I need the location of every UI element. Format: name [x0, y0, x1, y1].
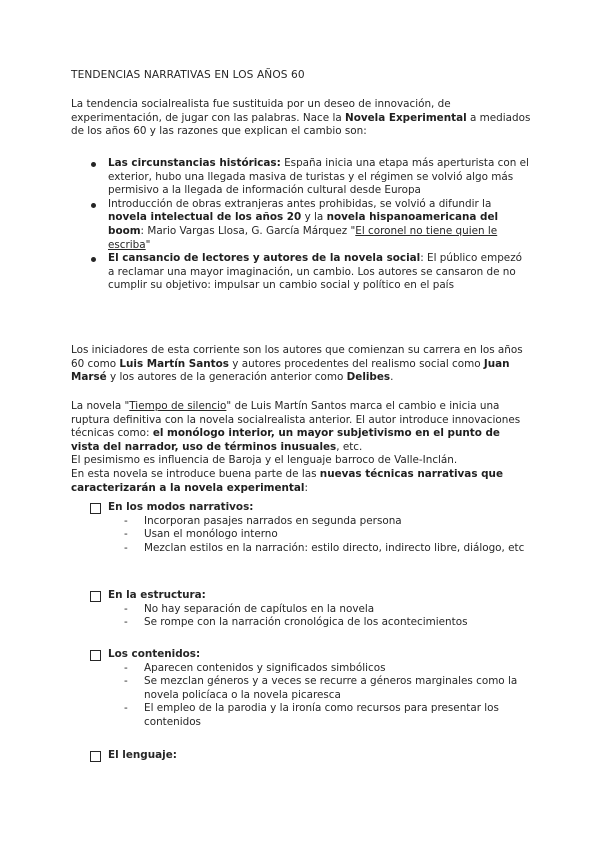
list-item: - El empleo de la parodia y la ironía como recursos para presentar los contenidos: [124, 702, 530, 729]
bold-term: Novela Experimental: [345, 111, 467, 124]
list-item: - Incorporan pasajes narrados en segunda persona: [124, 515, 530, 529]
initiators-paragraph: Los iniciadores de esta corriente son los autores que comienzan su carrera en los años 60 como Luis Martín Santos y autores procedentes del realismo social como Juan Marsé y los autores de la generación anterior como Delibes.: [71, 344, 523, 384]
section-heading: En la estructura:: [108, 589, 206, 601]
intro-paragraph: La tendencia socialrealista fue sustituida por un deseo de innovación, de experimentación, de jugar con las palabras. Nace la Novela Experimental a mediados de los años 60 y las razones que explican el cambio son:: [71, 98, 531, 138]
section-heading: El lenguaje:: [108, 749, 177, 761]
checkbox-icon[interactable]: [90, 650, 101, 661]
list-item: Introducción de obras extranjeras antes prohibidas, se volvió a difundir la novela intelectual de los años 20 y la novela hispanoamericana del boom: Mario Vargas Llosa, G. García Márquez "El coronel no tiene quien le escriba": [89, 198, 529, 252]
list-item: - Mezclan estilos en la narración: estilo directo, indirecto libre, diálogo, etc: [124, 542, 530, 556]
list-item: - Usan el monólogo interno: [124, 528, 530, 542]
section-estructura: [90, 589, 530, 630]
list-item: El cansancio de lectores y autores de la novela social: El público empezó a reclamar una mayor imaginación, un cambio. Los autores se cansaron de no cumplir su objetivo: impulsar un cambio social y político en el país: [89, 252, 529, 293]
page-title: TENDENCIAS NARRATIVAS EN LOS AÑOS 60: [71, 69, 305, 81]
list-item: - Aparecen contenidos y significados simbólicos: [124, 662, 530, 676]
section-heading: En los modos narrativos:: [108, 501, 254, 513]
section-contenidos: [90, 648, 530, 730]
tiempo-de-silencio-paragraph: La novela "Tiempo de silencio" de Luis Martín Santos marca el cambio e inicia una ruptura definitiva con la novela socialrealista anterior. El autor introduce innovaciones técnicas como: el monólogo interior, un mayor subjetivismo en el punto de vista del narrador, uso de términos inusuales, etc. El pesimismo es influencia de Baroja y el lenguaje barroco de Valle-Inclán. En esta novela se introduce buena parte de las nuevas técnicas narrativas que caracterizarán a la novela experimental:: [71, 400, 521, 494]
list-item: - Se mezclan géneros y a veces se recurre a géneros marginales como la novela policíaca o la novela picaresca: [124, 675, 530, 702]
section-modos-narrativos: [90, 501, 530, 555]
checkbox-icon[interactable]: [90, 591, 101, 602]
book-title-link: Tiempo de silencio: [129, 400, 227, 412]
reasons-list: [89, 157, 529, 293]
list-item: Las circunstancias históricas: España inicia una etapa más aperturista con el exterior, hubo una llegada masiva de turistas y el régimen se volvió algo más permisivo a la llegada de información cultural desde Europa: [89, 157, 529, 198]
list-item: - No hay separación de capítulos en la novela: [124, 603, 530, 617]
section-lenguaje: [90, 749, 530, 763]
checkbox-icon[interactable]: [90, 503, 101, 514]
section-heading: Los contenidos:: [108, 648, 201, 660]
checkbox-icon[interactable]: [90, 751, 101, 762]
list-item: - Se rompe con la narración cronológica de los acontecimientos: [124, 616, 530, 630]
book-title-link: El coronel no tiene quien le escriba: [108, 224, 498, 251]
